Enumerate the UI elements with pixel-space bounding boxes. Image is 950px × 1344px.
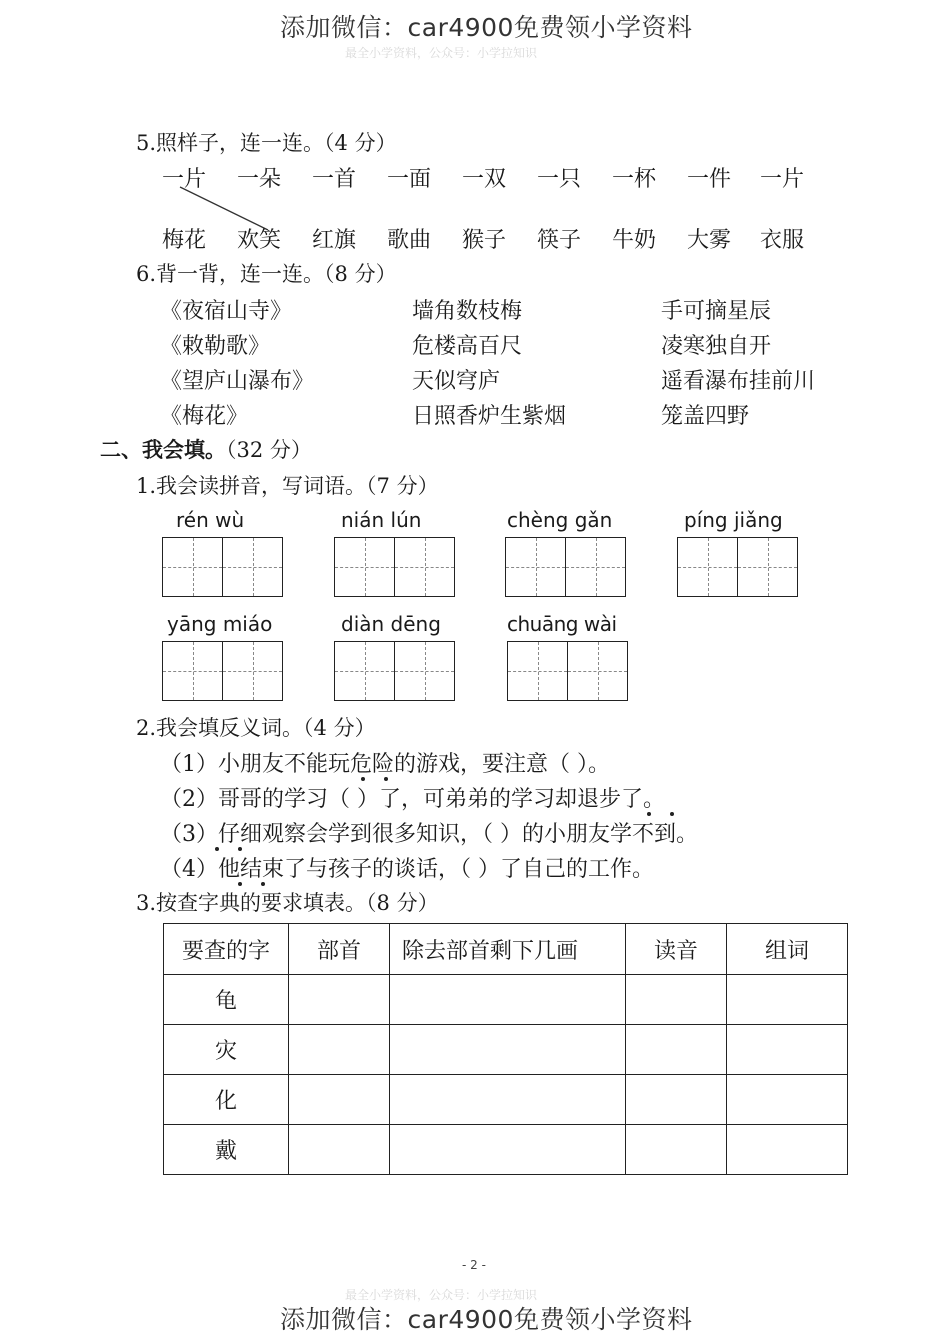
s1-title: 1.我会读拼音，写词语。（7 分） bbox=[136, 474, 439, 498]
table-input-cell[interactable] bbox=[626, 1025, 727, 1075]
q6-line-middle[interactable]: 墙角数枝梅 bbox=[412, 299, 523, 324]
pinyin-label: yāng miáo bbox=[167, 612, 273, 636]
q5-top-item[interactable]: 一双 bbox=[462, 167, 507, 192]
table-row bbox=[164, 975, 848, 1025]
table-input-cell[interactable] bbox=[727, 1025, 848, 1075]
q5-top-item[interactable]: 一杯 bbox=[612, 167, 657, 192]
q6-poem-title[interactable]: 《夜宿山寺》 bbox=[160, 299, 293, 324]
q5-bottom-item[interactable]: 梅花 bbox=[162, 228, 207, 253]
table-input-cell[interactable] bbox=[727, 1125, 848, 1175]
q6-poem-title[interactable]: 《敕勒歌》 bbox=[160, 334, 271, 359]
q5-top-item[interactable]: 一件 bbox=[687, 167, 732, 192]
q5-top-item[interactable]: 一面 bbox=[387, 167, 432, 192]
q6-line-middle[interactable]: 危楼高百尺 bbox=[412, 334, 523, 359]
pinyin-label: chèng gǎn bbox=[507, 508, 613, 532]
writing-grid[interactable] bbox=[334, 641, 455, 701]
table-header-cell: 读音 bbox=[626, 924, 727, 975]
table-input-cell[interactable] bbox=[289, 975, 390, 1025]
q5-top-item[interactable]: 一片 bbox=[760, 167, 805, 192]
q6-line-right[interactable]: 笼盖四野 bbox=[661, 404, 750, 429]
table-header-row bbox=[164, 924, 848, 975]
writing-grid[interactable] bbox=[162, 641, 283, 701]
table-char-cell: 灾 bbox=[164, 1025, 289, 1075]
faint-footer-text: 最全小学资料，公众号：小学拉知识 bbox=[345, 1288, 538, 1302]
q6-line-right[interactable]: 遥看瀑布挂前川 bbox=[661, 369, 816, 394]
table-input-cell[interactable] bbox=[390, 975, 626, 1025]
table-input-cell[interactable] bbox=[727, 1075, 848, 1125]
watermark-banner-bottom: 添加微信：car4900免费领小学资料 bbox=[280, 1305, 693, 1334]
table-input-cell[interactable] bbox=[626, 975, 727, 1025]
table-input-cell[interactable] bbox=[626, 1075, 727, 1125]
page-number: - 2 - bbox=[462, 1258, 486, 1272]
s2-sentence[interactable]: （4）他结束了与孩子的谈话，（ ）了自己的工作。 bbox=[160, 857, 654, 882]
emphasis-dot bbox=[361, 777, 365, 781]
q6-poem-title[interactable]: 《梅花》 bbox=[160, 404, 249, 429]
q6-line-right[interactable]: 凌寒独自开 bbox=[661, 334, 772, 359]
emphasis-dot bbox=[261, 882, 265, 886]
table-header-cell: 除去部首剩下几画 bbox=[390, 924, 626, 975]
pinyin-label: chuāng wài bbox=[507, 612, 617, 636]
table-row bbox=[164, 1125, 848, 1175]
emphasis-dot bbox=[670, 812, 674, 816]
writing-grid[interactable] bbox=[507, 641, 628, 701]
emphasis-dot bbox=[238, 882, 242, 886]
writing-grid[interactable] bbox=[677, 537, 798, 597]
q6-poem-title[interactable]: 《望庐山瀑布》 bbox=[160, 369, 315, 394]
pinyin-label: rén wù bbox=[176, 508, 245, 532]
table-input-cell[interactable] bbox=[626, 1125, 727, 1175]
s2-sentence[interactable]: （3）仔细观察会学到很多知识，（ ）的小朋友学不到。 bbox=[160, 822, 698, 847]
q5-top-item[interactable]: 一片 bbox=[162, 167, 207, 192]
table-input-cell[interactable] bbox=[289, 1075, 390, 1125]
table-input-cell[interactable] bbox=[289, 1025, 390, 1075]
table-char-cell: 龟 bbox=[164, 975, 289, 1025]
writing-grid[interactable] bbox=[162, 537, 283, 597]
table-input-cell[interactable] bbox=[289, 1125, 390, 1175]
q5-top-item[interactable]: 一只 bbox=[537, 167, 582, 192]
table-input-cell[interactable] bbox=[390, 1075, 626, 1125]
emphasis-dot bbox=[384, 777, 388, 781]
q5-example-line bbox=[0, 0, 950, 300]
q6-line-right[interactable]: 手可摘星辰 bbox=[661, 299, 772, 324]
s3-title: 3.按查字典的要求填表。（8 分） bbox=[136, 891, 439, 915]
emphasis-dot bbox=[215, 847, 219, 851]
q6-title: 6.背一背，连一连。（8 分） bbox=[136, 262, 397, 286]
pinyin-label: nián lún bbox=[341, 508, 422, 532]
q5-bottom-item[interactable]: 大雾 bbox=[687, 228, 732, 253]
pinyin-label: diàn dēng bbox=[341, 612, 441, 636]
q5-bottom-item[interactable]: 欢笑 bbox=[237, 228, 282, 253]
q5-bottom-item[interactable]: 红旗 bbox=[312, 228, 357, 253]
s2-title: 2.我会填反义词。（4 分） bbox=[136, 716, 376, 740]
table-input-cell[interactable] bbox=[390, 1025, 626, 1075]
table-row bbox=[164, 1075, 848, 1125]
q6-line-middle[interactable]: 日照香炉生紫烟 bbox=[412, 404, 567, 429]
s2-sentence[interactable]: （1）小朋友不能玩危险的游戏，要注意（ ）。 bbox=[160, 752, 610, 777]
q5-bottom-item[interactable]: 牛奶 bbox=[612, 228, 657, 253]
dictionary-table bbox=[163, 923, 848, 1175]
section2-heading bbox=[100, 434, 312, 464]
table-header-cell: 部首 bbox=[289, 924, 390, 975]
q5-bottom-item[interactable]: 歌曲 bbox=[387, 228, 432, 253]
table-char-cell: 化 bbox=[164, 1075, 289, 1125]
q5-title: 5.照样子，连一连。（4 分） bbox=[136, 131, 397, 155]
table-row bbox=[164, 1025, 848, 1075]
faint-header-text: 最全小学资料，公众号：小学拉知识 bbox=[345, 46, 538, 60]
table-input-cell[interactable] bbox=[390, 1125, 626, 1175]
section2-score: （32 分） bbox=[226, 438, 312, 462]
q5-bottom-item[interactable]: 筷子 bbox=[537, 228, 582, 253]
table-header-cell: 组词 bbox=[727, 924, 848, 975]
writing-grid[interactable] bbox=[334, 537, 455, 597]
writing-grid[interactable] bbox=[505, 537, 626, 597]
section2-title: 二、我会填。 bbox=[100, 437, 226, 462]
s2-sentence[interactable]: （2）哥哥的学习（ ）了，可弟弟的学习却退步了。 bbox=[160, 787, 665, 812]
emphasis-dot bbox=[647, 812, 651, 816]
q6-line-middle[interactable]: 天似穹庐 bbox=[412, 369, 501, 394]
emphasis-dot bbox=[238, 847, 242, 851]
q5-bottom-item[interactable]: 衣服 bbox=[760, 228, 805, 253]
q5-top-item[interactable]: 一朵 bbox=[237, 167, 282, 192]
pinyin-label: píng jiǎng bbox=[684, 508, 783, 532]
table-char-cell: 戴 bbox=[164, 1125, 289, 1175]
table-input-cell[interactable] bbox=[727, 975, 848, 1025]
q5-top-item[interactable]: 一首 bbox=[312, 167, 357, 192]
watermark-banner-top: 添加微信：car4900免费领小学资料 bbox=[280, 13, 693, 42]
table-header-cell: 要查的字 bbox=[164, 924, 289, 975]
q5-bottom-item[interactable]: 猴子 bbox=[462, 228, 507, 253]
